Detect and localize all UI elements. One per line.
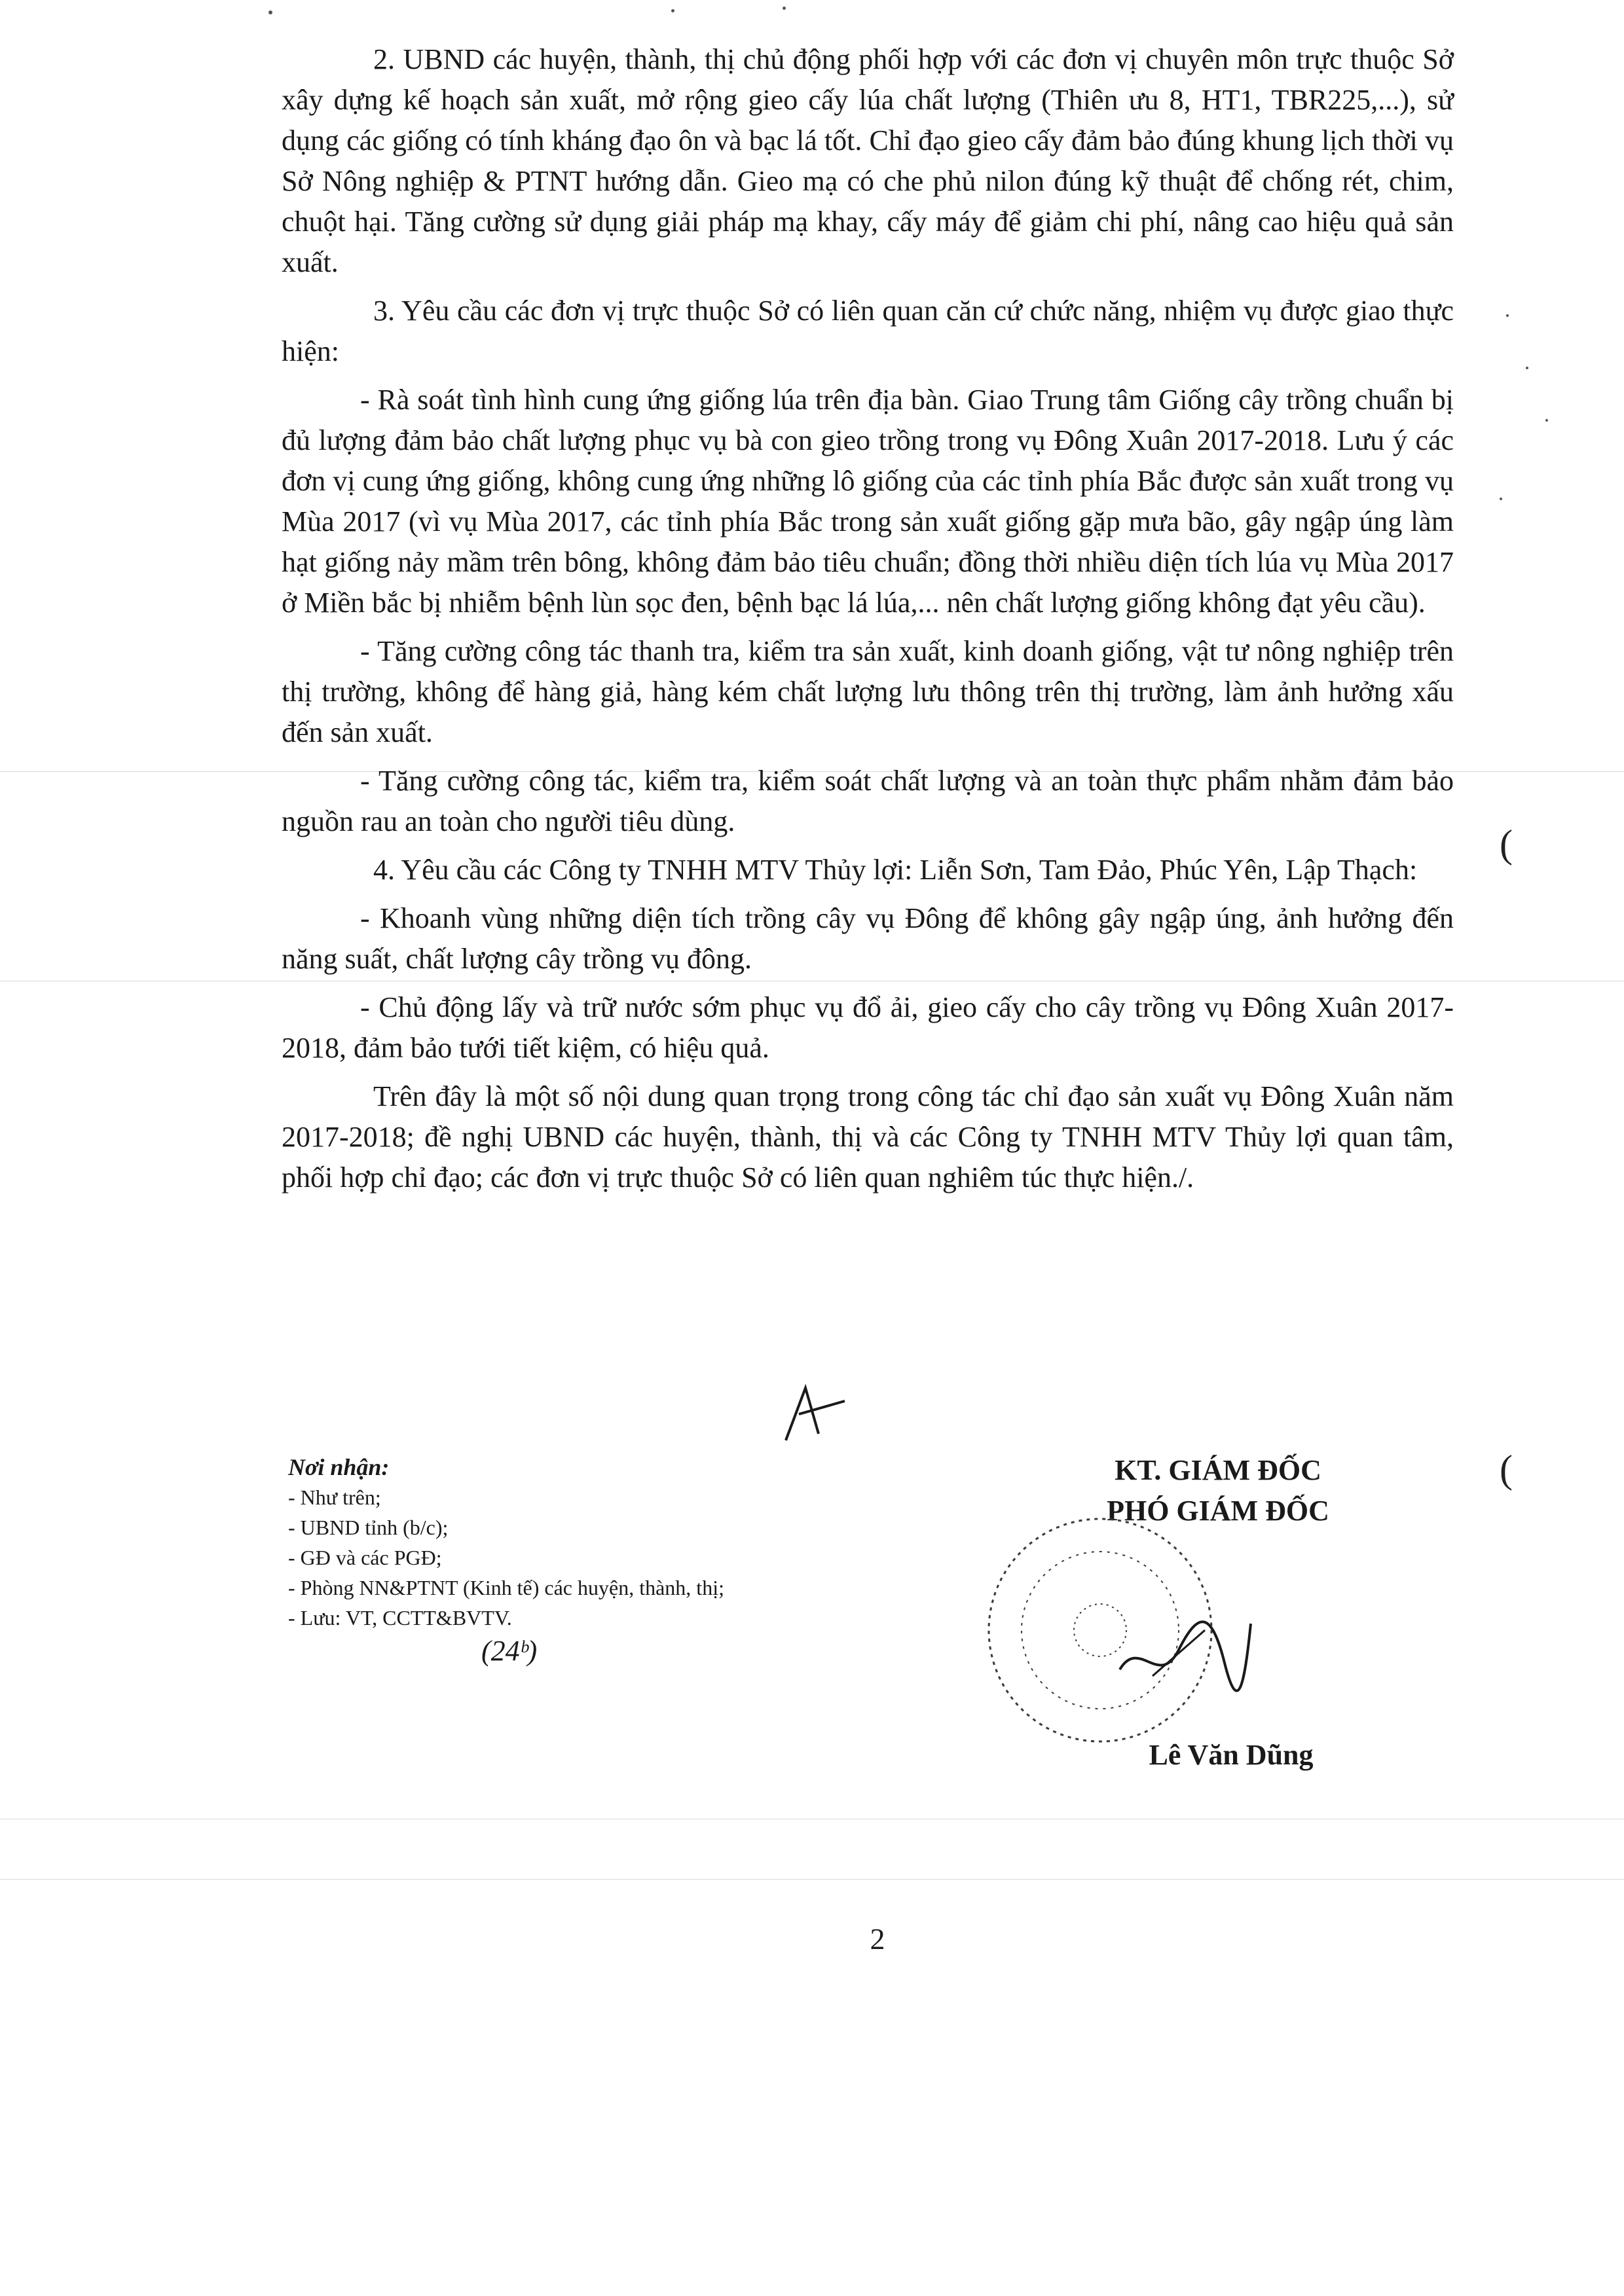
recipient-item: - Phòng NN&PTNT (Kinh tế) các huyện, thành, thị; <box>288 1576 724 1599</box>
bullet-inspection: - Tăng cường công tác thanh tra, kiểm tra sản xuất, kinh doanh giống, vật tư nông nghiệp trên thị trường, không để hàng giả, hàng kém chất lượng lưu thông trên thị trường, làm ảnh hưởng xấu đến sản xuất. <box>282 635 1454 748</box>
page-number: 2 <box>870 1922 885 1956</box>
recipient-item: - Như trên; <box>288 1485 381 1509</box>
margin-bracket-mark: ( <box>1500 1448 1513 1491</box>
recipient-item: - UBND tỉnh (b/c); <box>288 1516 449 1539</box>
signature-title-2: PHÓ GIÁM ĐỐC <box>1107 1495 1329 1527</box>
signature-title-1: KT. GIÁM ĐỐC <box>1115 1454 1321 1486</box>
handwritten-initial-icon <box>779 1375 851 1447</box>
scan-speck <box>1500 498 1502 500</box>
recipients-block <box>288 1452 1008 1633</box>
bullet-food-safety: - Tăng cường công tác, kiểm tra, kiểm soát chất lượng và an toàn thực phẩm nhằm đảm bảo nguồn rau an toàn cho người tiêu dùng. <box>282 765 1454 837</box>
recipients-title: Nơi nhận: <box>288 1454 390 1480</box>
signer-name: Lê Văn Dũng <box>1149 1739 1314 1771</box>
handwritten-note: (24ᵇ) <box>481 1635 538 1667</box>
bullet-water: - Chủ động lấy và trữ nước sớm phục vụ đổ ải, gieo cấy cho cây trồng vụ Đông Xuân 2017-2018, đảm bảo tưới tiết kiệm, có hiệu quả. <box>282 991 1454 1064</box>
paragraph-3: 3. Yêu cầu các đơn vị trực thuộc Sở có liên quan căn cứ chức năng, nhiệm vụ được giao thực hiện: <box>282 295 1454 367</box>
paragraph-2: 2. UBND các huyện, thành, thị chủ động phối hợp với các đơn vị chuyên môn trực thuộc Sở xây dựng kế hoạch sản xuất, mở rộng gieo cấy lúa chất lượng (Thiên ưu 8, HT1, TBR225,...), sử dụng các giống có tính kháng đạo ôn và bạc lá tốt. Chỉ đạo gieo cấy đảm bảo đúng khung lịch thời vụ Sở Nông nghiệp & PTNT hướng dẫn. Gieo mạ có che phủ nilon đúng kỹ thuật để chống rét, chim, chuột hại. Tăng cường sử dụng giải pháp mạ khay, cấy máy để giảm chi phí, nâng cao hiệu quả sản xuất. <box>282 43 1454 278</box>
scan-speck <box>1506 314 1509 317</box>
scan-speck <box>783 7 786 10</box>
bullet-seed-supply: - Rà soát tình hình cung ứng giống lúa trên địa bàn. Giao Trung tâm Giống cây trồng chuẩn bị đủ lượng đảm bảo chất lượng phục vụ bà con gieo trồng trong vụ Đông Xuân 2017-2018. Lưu ý các đơn vị cung ứng giống, không cung ứng những lô giống của các tỉnh phía Bắc được sản xuất trong vụ Mùa 2017 (vì vụ Mùa 2017, các tỉnh phía Bắc trong sản xuất giống gặp mưa bão, gây ngập úng làm hạt giống nảy mầm trên bông, không đảm bảo tiêu chuẩn; đồng thời nhiều diện tích lúa vụ Mùa 2017 ở Miền bắc bị nhiễm bệnh lùn sọc đen, bệnh bạc lá lúa,... nên chất lượng giống không đạt yêu cầu). <box>282 384 1454 619</box>
scan-speck <box>1545 419 1548 422</box>
margin-bracket-mark: ( <box>1500 822 1513 866</box>
scan-speck <box>268 10 272 14</box>
recipient-item: - GĐ và các PGĐ; <box>288 1546 442 1569</box>
paragraph-closing: Trên đây là một số nội dung quan trọng trong công tác chỉ đạo sản xuất vụ Đông Xuân năm 2017-2018; đề nghị UBND các huyện, thành, thị và các Công ty TNHH MTV Thủy lợi quan tâm, phối hợp chỉ đạo; các đơn vị trực thuộc Sở có liên quan nghiêm túc thực hiện./. <box>282 1080 1454 1194</box>
scan-speck <box>1526 367 1528 369</box>
bullet-zoning: - Khoanh vùng những diện tích trồng cây vụ Đông để không gây ngập úng, ảnh hưởng đến năng suất, chất lượng cây trồng vụ đông. <box>282 902 1454 975</box>
scan-line <box>0 1879 1624 1880</box>
document-body <box>282 39 1454 1206</box>
paragraph-4: 4. Yêu cầu các Công ty TNHH MTV Thủy lợi: Liễn Sơn, Tam Đảo, Phúc Yên, Lập Thạch: <box>373 854 1418 886</box>
signature-scribble-icon <box>1113 1597 1257 1702</box>
recipient-item: - Lưu: VT, CCTT&BVTV. <box>288 1606 512 1630</box>
scan-speck <box>671 9 674 12</box>
